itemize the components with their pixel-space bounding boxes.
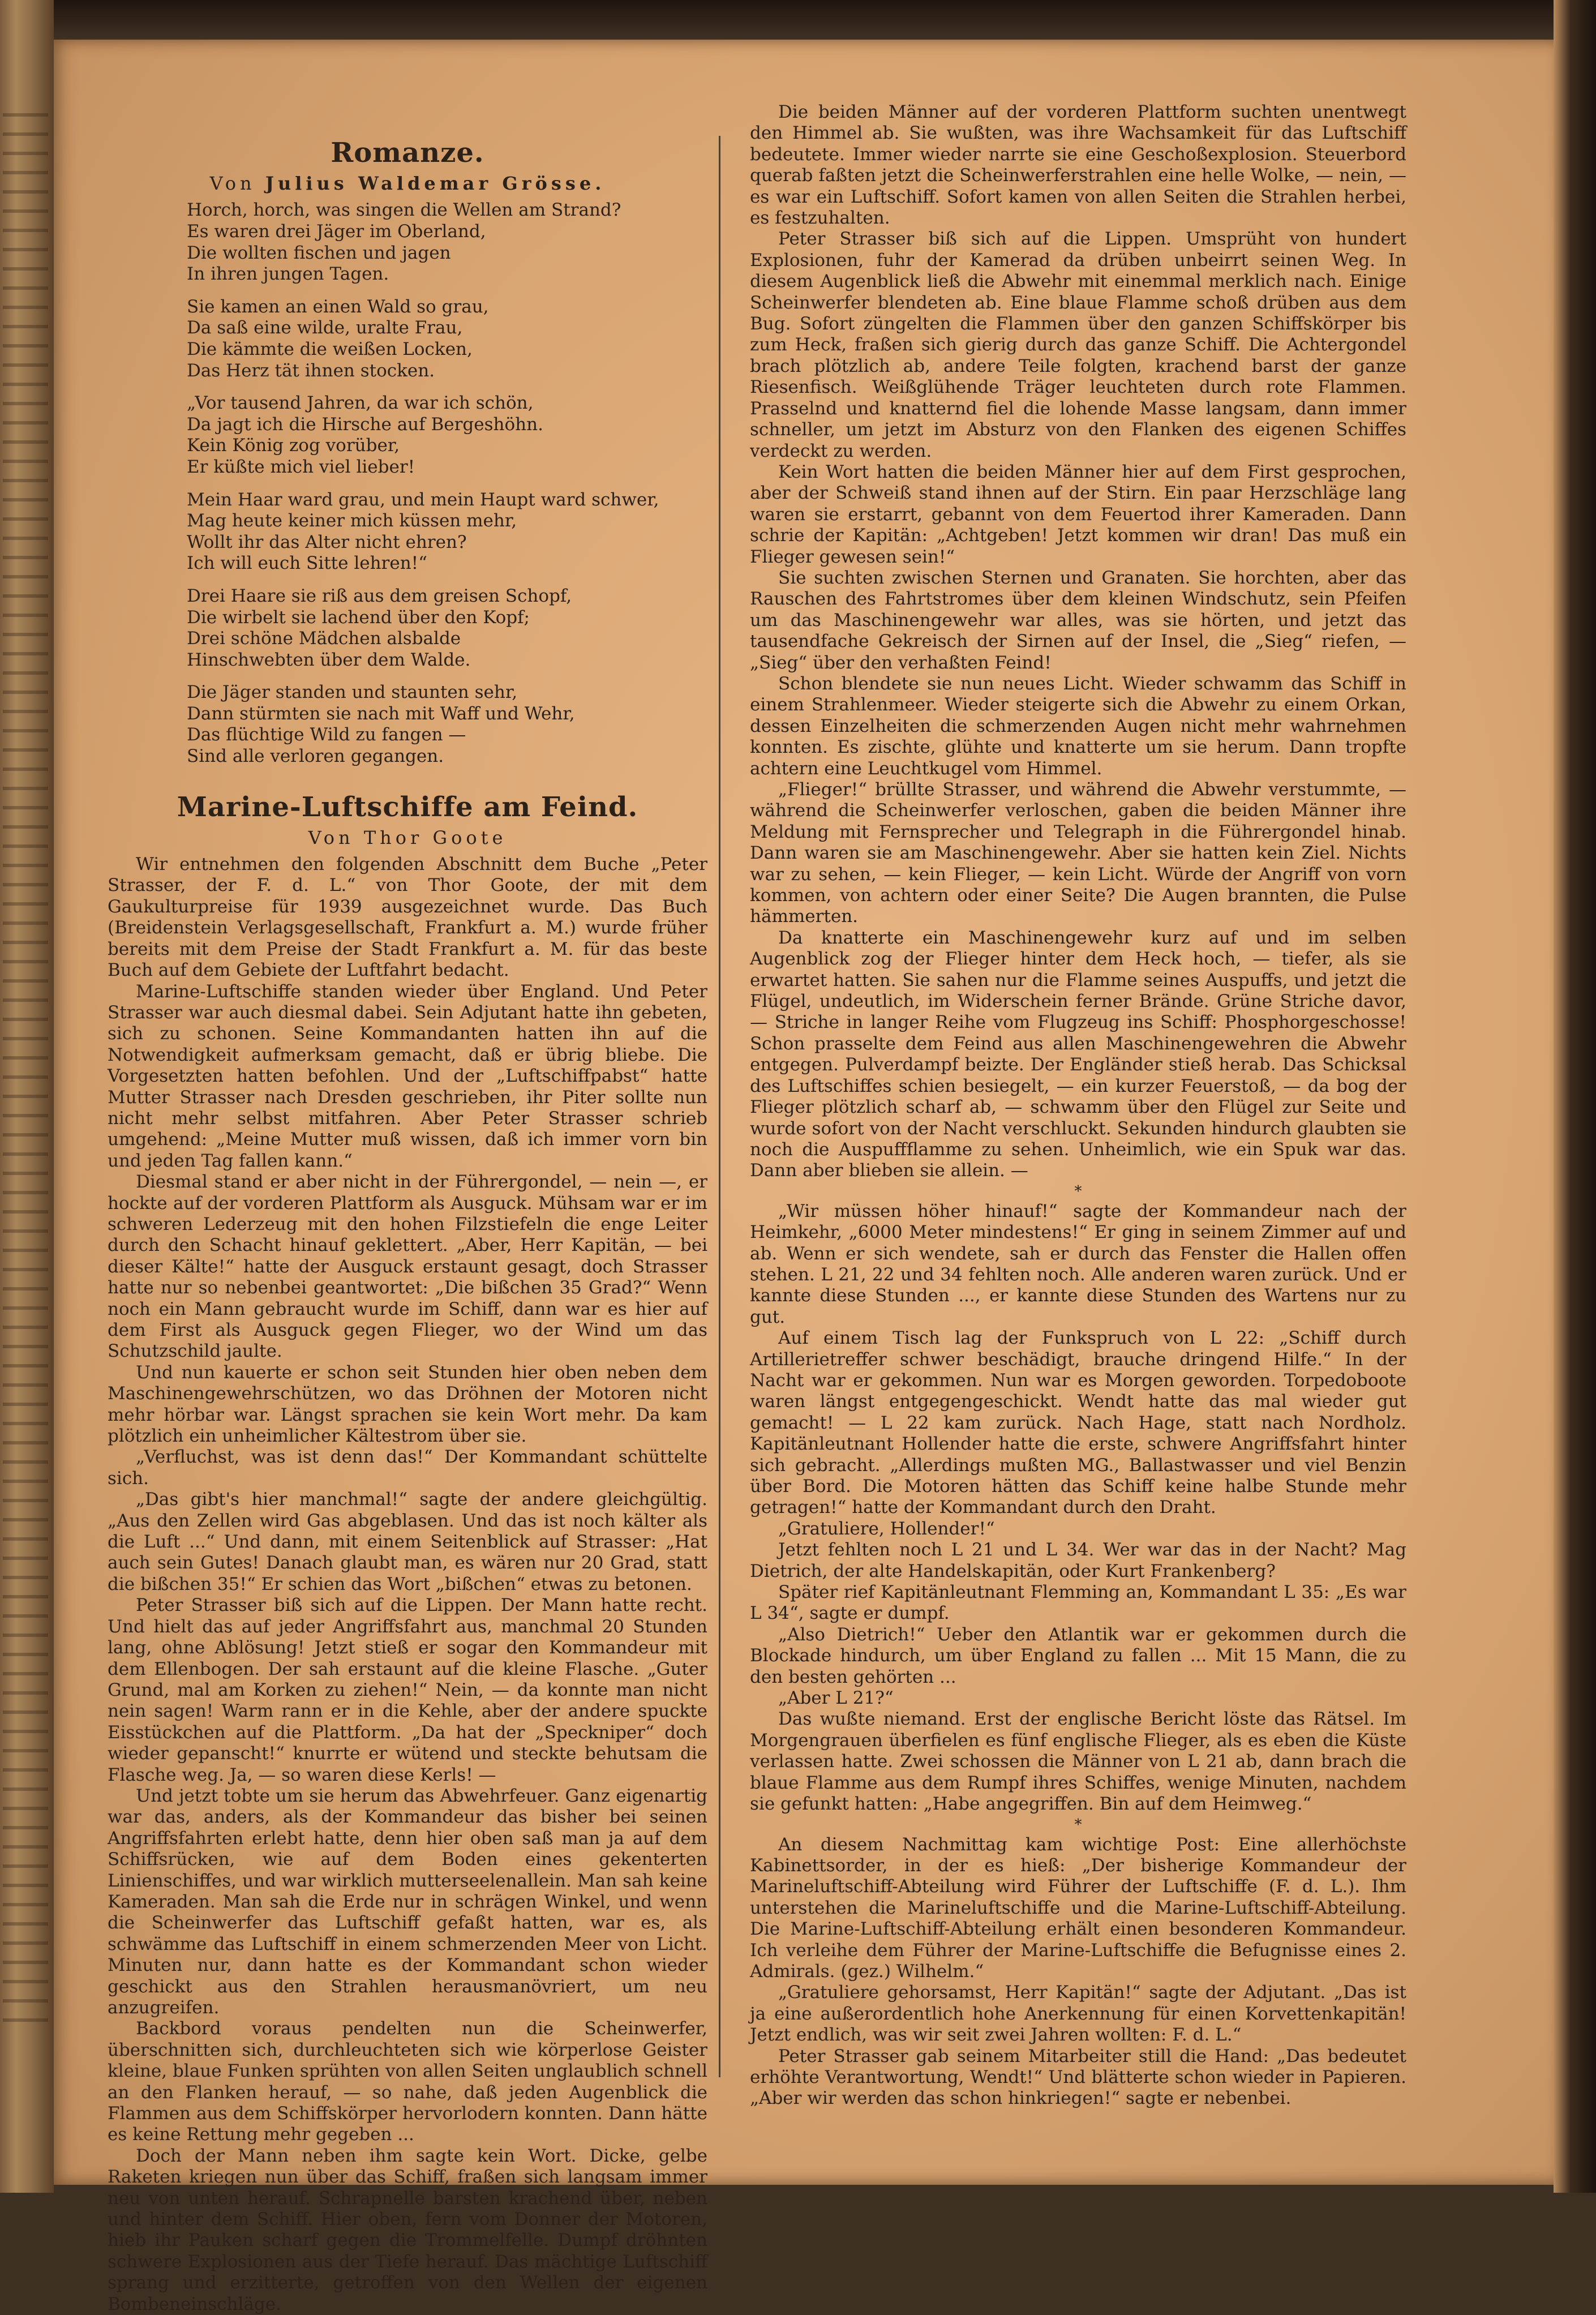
poem-line: Ich will euch Sitte lehren!“ [187, 553, 427, 574]
poem-line: Sie kamen an einen Wald so grau, [187, 296, 489, 317]
article-byline [108, 828, 707, 848]
article-paragraph: Und jetzt tobte um sie herum das Abwehrfeuer. Ganz eigenartig war das, anders, als der Kommandeur das bisher bei seinen Angriffsfahrten erlebt hatte, denn hier oben saß man ja auf dem Schiffsrücken, wie auf dem Boden eines gekenterten Linienschiffes, und war wirklich mutterseelenallein. Man sah keine Kameraden. Man sah die Erde nur in schrägen Winkel, und wenn die Scheinwerfer das Luftschiff gefaßt hatten, war es, als schwämme das Luftschiff in einem schmerzenden Meer von Licht. Minuten nur, dann hatte es der Kommandant schon wieder geschickt aus den Strahlen herausmanövriert, um neu anzugreifen. [108, 1785, 707, 2018]
section-separator: * [1074, 1182, 1082, 1200]
poem-stanza [108, 200, 707, 285]
article-paragraph: Kein Wort hatten die beiden Männer hier auf dem First gesprochen, aber der Schweiß stand ihnen auf der Stirn. Ein paar Herzschläge lang waren sie erstarrt, gebannt von dem Feuertod ihrer Kameraden. Dann schrie der Kapitän: „Achtgeben! Jetzt kommen wir dran! Das muß ein Flieger gewesen sein!“ [750, 461, 1406, 567]
article-paragraph: „Das gibt's hier manchmal!“ sagte der andere gleichgültig. „Aus den Zellen wird Gas abgeblasen. Und das ist noch kälter als die Luft ...“ Und dann, mit einem Seitenblick auf Strasser: „Hat auch sein Gutes! Danach glaubt man, es wären nur 20 Grad, statt die bißchen 35!“ Er schien das Wort „bißchen“ etwas zu betonen. [108, 1489, 707, 1594]
article-paragraph: Da knatterte ein Maschinengewehr kurz auf und im selben Augenblick zog der Flieger hinter dem Heck hoch, — tiefer, als sie erwartet hatten. Sie sahen nur die Flamme seines Auspuffs, und jetzt die Flügel, undeutlich, im Widerschein ferner Brände. Grüne Striche davor, — Striche in langer Reihe vom Flugzeug ins Schiff: Phosphorgeschosse! Schon prasselte dem Feind aus allen Maschinengewehren die Abwehr entgegen. Pulverdampf beizte. Der Engländer stieß herab. Das Schicksal des Luftschiffes schien besiegelt, — ein kurzer Feuerstoß, — da bog der Flieger plötzlich scharf ab, — schwamm über den Flügel zur Seite und wurde sofort von der Nacht verschluckt. Sekunden hindurch glaubten sie noch die Auspuffflamme zu sehen. Unheimlich, wie ein Spuk war das. Dann aber blieben sie allein. — [750, 927, 1406, 1181]
poem-line: Da saß eine wilde, uralte Frau, [187, 318, 463, 338]
poem-line: Die kämmte die weißen Locken, [187, 338, 473, 359]
poem-title: Romanze. [331, 137, 484, 169]
article-paragraph: „Wir müssen höher hinauf!“ sagte der Kommandeur nach der Heimkehr, „6000 Meter mindestens!“ Er ging in seinem Zimmer auf und ab. Wenn er sich wendete, sah er durch das Fenster die Hallen offen stehen. L 21, 22 und 34 fehlten noch. Alle anderen waren zurück. Und er kannte diese Stunden ..., er kannte diese Stunden des Wartens nur zu gut. [750, 1201, 1406, 1327]
page-right-edge [1554, 0, 1596, 2193]
binding-strip [3, 113, 48, 2038]
poem-line: Die wirbelt sie lachend über den Kopf; [187, 607, 530, 628]
poem-line: Es waren drei Jäger im Oberland, [187, 221, 486, 242]
poem-line: Mein Haar ward grau, und mein Haupt ward schwer, [187, 489, 659, 510]
article-paragraph: Wir entnehmen den folgenden Abschnitt dem Buche „Peter Strasser, der F. d. L.“ von Thor Goote, der mit dem Gaukulturpreise für 1939 ausgezeichnet wurde. Das Buch (Breidenstein Verlagsgesellschaft, Frankfurt a. M.) wurde früher bereits mit dem Preise der Stadt Frankfurt a. M. für das beste Buch auf dem Gebiete der Luftfahrt bedacht. [108, 854, 707, 981]
poem-author: Julius Waldemar Grösse. [265, 173, 606, 194]
article-right-paragraphs-2 [750, 1201, 1406, 1815]
article-paragraph: „Gratuliere, Hollender!“ [778, 1518, 995, 1539]
article-paragraph: Das wußte niemand. Erst der englische Bericht löste das Rätsel. Im Morgengrauen überfielen es fünf englische Flieger, als es eben die Küste verlassen hatte. Zwei schossen die Männer von L 21 ab, dann brach die blaue Flamme aus dem Rumpf ihres Schiffes, wenige Minuten, nachdem sie gefunkt hatten: „Habe angegriffen. Bin auf dem Heimweg.“ [750, 1709, 1406, 1815]
poem-byline-prefix: Von [209, 173, 256, 194]
article-paragraph: Jetzt fehlten noch L 21 und L 34. Wer war das in der Nacht? Mag Dietrich, der alte Handelskapitän, oder Kurt Frankenberg? [750, 1540, 1406, 1581]
article-right-paragraphs-1 [750, 102, 1406, 1182]
poem-stanza [108, 490, 707, 575]
article-paragraph: Schon blendete sie nun neues Licht. Wieder schwamm das Schiff in einem Strahlenmeer. Wieder steigerte sich die Abwehr zu einem Orkan, dessen Einzelheiten die schmerzenden Augen nicht mehr wahrnehmen konnten. Es zischte, glühte und knatterte um sie herum. Dann tropfte achtern eine Leuchtkugel vom Himmel. [750, 673, 1406, 779]
poem-line: Sind alle verloren gegangen. [187, 746, 444, 767]
poem-line: Die wollten fischen und jagen [187, 242, 451, 263]
article-paragraph: Und nun kauerte er schon seit Stunden hier oben neben dem Maschinengewehrschützen, wo das Dröhnen der Motoren nicht mehr hörbar war. Längst sprachen sie kein Wort mehr. Da kam plötzlich ein unheimlicher Kältestrom über sie. [108, 1362, 707, 1447]
poem-byline [108, 173, 707, 194]
poem-stanza [108, 297, 707, 381]
article-paragraph: Backbord voraus pendelten nun die Scheinwerfer, überschnitten sich, durchleuchteten sich wie körperlose Geister kleine, blaue Funken sprühten von allen Seiten unglaublich schnell an den Flanken herauf, — so nahe, daß jeden Augenblick die Flammen aus dem Schiffskörper hervorlodern konnten. Dann hätte es keine Rettung mehr gegeben ... [108, 2018, 707, 2145]
article-paragraph: „Aber L 21?“ [778, 1688, 894, 1709]
left-column [108, 96, 707, 2315]
article-paragraph: An diesem Nachmittag kam wichtige Post: Eine allerhöchste Kabinettsorder, in der es hieß: „Der bisherige Kommandeur der Marineluftschiff-Abteilung wird Führer der Luftschiffe (F. d. L.). Ihm unterstehen die Marineluftschiffe und die Marine-Luftschiff-Abteilung. Die Marine-Luftschiff-Abteilung erhält einen besonderen Kommandeur. Ich verleihe dem Führer der Marine-Luftschiffe die Befugnisse eines 2. Admirals. (gez.) Wilhelm.“ [750, 1834, 1406, 1982]
poem-line: Dann stürmten sie nach mit Waff und Wehr, [187, 703, 575, 724]
article-paragraph: Peter Strasser gab seinem Mitarbeiter still die Hand: „Das bedeutet erhöhte Verantwortung, Wendt!“ Und blätterte schon wieder in Papieren. „Aber wir werden das schon hinkriegen!“ sagte er nebenbei. [750, 2046, 1406, 2109]
poem-line: Die Jäger standen und staunten sehr, [187, 682, 518, 703]
poem-line: Das flüchtige Wild zu fangen — [187, 724, 466, 745]
article-paragraph: „Gratuliere gehorsamst, Herr Kapitän!“ sagte der Adjutant. „Das ist ja eine außerordentlich hohe Anerkennung für einen Korvettenkapitän! Jetzt endlich, was wir seit zwei Jahren wollten: F. d. L.“ [750, 1982, 1406, 2046]
poem-line: Er küßte mich viel lieber! [187, 456, 415, 477]
poem-stanza [108, 682, 707, 767]
article-paragraph: Auf einem Tisch lag der Funkspruch von L 22: „Schiff durch Artillerietreffer schwer beschädigt, brauche dringend Hilfe.“ In der Nacht war er gekommen. Nun war es Morgen geworden. Torpedoboote waren längst entgegengeschickt. Wendt hatte das mal wieder gut gemacht! — L 22 kam zurück. Nach Hage, statt nach Nordholz. Kapitänleutnant Hollender hatte die erste, schwere Angriffsfahrt hinter sich gebracht. „Allerdings mußten MG., Ballastwasser und viel Benzin über Bord. Die Motoren hätten das Schiff keine halbe Stunde mehr getragen!“ hatte der Kommandant durch den Draht. [750, 1328, 1406, 1518]
article-author: Thor Goote [363, 826, 507, 848]
article-paragraph: Später rief Kapitänleutnant Flemming an, Kommandant L 35: „Es war L 34“, sagte er dumpf. [750, 1582, 1406, 1624]
poem-line: Drei Haare sie riß aus dem greisen Schopf, [187, 585, 572, 606]
article-byline-prefix: Von [308, 826, 354, 848]
poem-stanzas [108, 200, 707, 767]
article-paragraph: „Also Dietrich!“ Ueber den Atlantik war er gekommen durch die Blockade hindurch, um über England zu fallen ... Mit 15 Mann, die zu den besten gehörten ... [750, 1624, 1406, 1687]
article-paragraph: Doch der Mann neben ihm sagte kein Wort. Dicke, gelbe Raketen kriegen nun über das Schiff, fraßen sich langsam immer neu von unten herauf. Schrapnelle barsten krachend über, neben und hinter dem Schiff. Hier oben, fern vom Donner der Motoren, hieb ihr Pauken scharf gegen die Trommelfelle. Dumpf dröhnten schwere Explosionen aus der Tiefe herauf. Das mächtige Luftschiff sprang und erzitterte, getroffen von den Wellen der eigenen Bombeneinschläge. [108, 2145, 707, 2314]
right-column [750, 102, 1406, 2110]
article-paragraph: Peter Strasser biß sich auf die Lippen. Umsprüht von hundert Explosionen, fuhr der Kamerad da drüben unbeirrt seinen Weg. In diesem Augenblick ließ die Abwehr mit einemmal merklich nach. Einige Scheinwerfer blendeten ab. Eine blaue Flamme schoß drüben aus dem Bug. Sofort züngelten die Flammen über den ganzen Schiffskörper bis zum Heck, fraßen sich gierig durch das ganze Schiff. Die Achtergondel brach plötzlich ab, andere Teile folgten, krachend barst der ganze Riesenfisch. Weißglühende Träger leuchteten durch rote Flammen. Prasselnd und knatternd fiel die lohende Masse langsam, dann immer schneller, um jetzt im Absturz von den Flanken des eigenen Schiffes verdeckt zu werden. [750, 229, 1406, 461]
article-right-paragraphs-3 [750, 1834, 1406, 2110]
article-paragraph: Peter Strasser biß sich auf die Lippen. Der Mann hatte recht. Und hielt das auf jeder Angriffsfahrt aus, manchmal 20 Stunden lang, ohne Ablösung! Jetzt stieß er sogar den Kommandeur mit dem Ellenbogen. Der sah erstaunt auf die kleine Flasche. „Guter Grund, mal am Korken zu ziehen!“ Nein, — da konnte man nicht nein sagen! Warm rann er in die Kehle, aber der andere spuckte Eisstückchen auf die Plattform. „Da hat der „Speckniper“ doch wieder gepanscht!“ knurrte er wütend und steckte behutsam die Flasche weg. Ja, — so waren diese Kerls! — [108, 1595, 707, 1785]
article-title: Marine-Luftschiffe am Feind. [177, 791, 638, 823]
poem-line: Das Herz tät ihnen stocken. [187, 360, 435, 381]
poem-stanza [108, 393, 707, 478]
poem-line: Wollt ihr das Alter nicht ehren? [187, 531, 467, 552]
article-paragraph: Diesmal stand er aber nicht in der Führergondel, — nein —, er hockte auf der vorderen Plattform als Ausguck. Mühsam war er im schweren Lederzeug mit den hohen Filzstiefeln die enge Leiter durch den Schacht hinauf geklettert. „Aber, Herr Kapitän, — bei dieser Kälte!“ hatte der Ausguck erstaunt gesagt, doch Strasser hatte nur so nebenbei geantwortet: „Die bißchen 35 Grad?“ Wenn noch ein Mann gebraucht wurde im Schiff, dann war es hier auf dem First als Ausguck gegen Flieger, wo der Wind um das Schutzschild jaulte. [108, 1172, 707, 1362]
article-paragraph: Sie suchten zwischen Sternen und Granaten. Sie horchten, aber das Rauschen des Fahrtstromes über dem kleinen Windschutz, sein Pfeifen um das Maschinengewehr war alles, was sie hörten, und jetzt das tausendfache Gekreisch der Sirnen auf der Insel, die „Sieg“ riefen, — „Sieg“ über den verhaßten Feind! [750, 567, 1406, 673]
article-paragraph: „Flieger!“ brüllte Strasser, und während die Abwehr verstummte, — während die Scheinwerfer verloschen, gaben die beiden Männer ihre Meldung mit Fernsprecher und Telegraph in die Führergondel hinab. Dann waren sie am Maschinengewehr. Aber sie hatten kein Ziel. Nichts war zu sehen, — kein Flieger, — kein Licht. Würde der Angriff von vorn kommen, von achtern oder einer Seite? Die Augen brannten, die Pulse hämmerten. [750, 779, 1406, 927]
poem-line: Kein König zog vorüber, [187, 435, 400, 456]
article-paragraph: Marine-Luftschiffe standen wieder über England. Und Peter Strasser war auch diesmal dabei. Sein Adjutant hatte ihn gebeten, sich zu schonen. Seine Kommandanten hatten ihn auf die Notwendigkeit aufmerksam gemacht, daß er übrig bliebe. Die Vorgesetzten hatten befohlen. Und der „Luftschiffpabst“ hatte Mutter Strasser nach Dresden geschrieben, ihr Piter sollte nun nicht mehr selbst mitfahren. Aber Peter Strasser schrieb umgehend: „Meine Mutter muß wissen, daß ich immer vorn bin und jeden Tag fallen kann.“ [108, 981, 707, 1171]
article-left-paragraphs [108, 854, 707, 2315]
poem-line: Hinschwebten über dem Walde. [187, 649, 471, 670]
poem-line: Horch, horch, was singen die Wellen am Strand? [187, 200, 621, 221]
book-binding [0, 0, 54, 2193]
column-divider [719, 136, 720, 2077]
poem-stanza [108, 586, 707, 671]
poem-line: Mag heute keiner mich küssen mehr, [187, 511, 517, 531]
article-paragraph: „Verfluchst, was ist denn das!“ Der Kommandant schüttelte sich. [108, 1447, 707, 1489]
poem-line: Drei schöne Mädchen alsbalde [187, 628, 461, 649]
article-paragraph: Die beiden Männer auf der vorderen Plattform suchten unentwegt den Himmel ab. Sie wußten, was ihre Wachsamkeit für das Luftschiff bedeutete. Immer wieder narrte sie eine Geschoßexplosion. Steuerbord querab faßten jetzt die Scheinwerferstrahlen eine helle Wolke, — nein, — es war ein Luftschiff. Sofort kamen von allen Seiten die Strahlen herbei, es festzuhalten. [750, 102, 1406, 229]
section-separator: * [1074, 1816, 1082, 1833]
poem-line: In ihren jungen Tagen. [187, 264, 389, 285]
poem-line: „Vor tausend Jahren, da war ich schön, [187, 393, 534, 414]
poem-line: Da jagt ich die Hirsche auf Bergeshöhn. [187, 414, 543, 435]
